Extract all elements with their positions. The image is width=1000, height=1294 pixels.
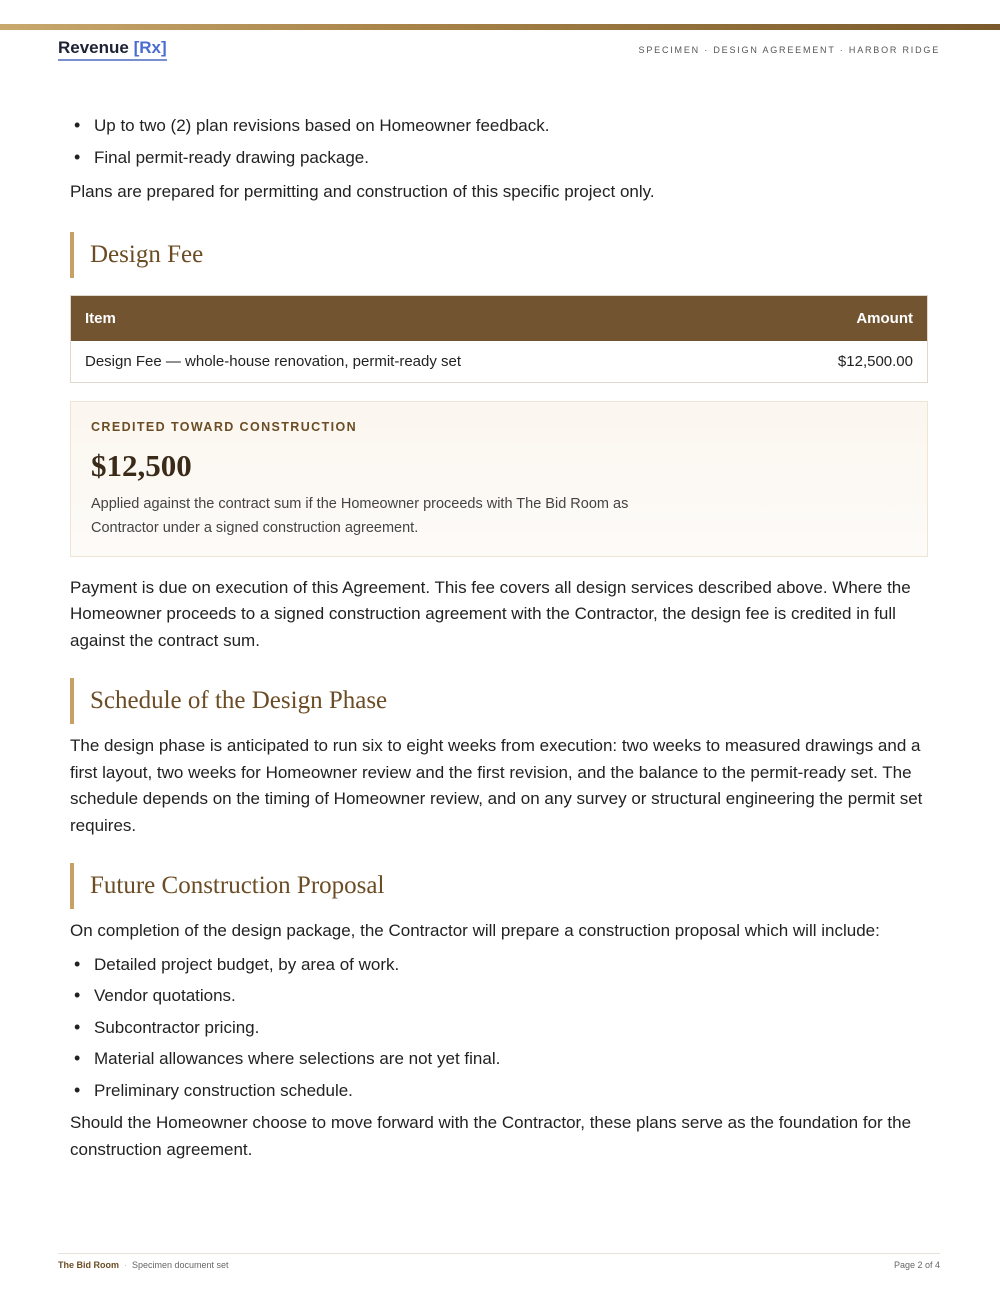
footer-brand: The Bid Room <box>58 1260 119 1270</box>
credit-callout-box <box>70 401 928 557</box>
schedule-paragraph: The design phase is anticipated to run six to eight weeks from execution: two weeks to measured drawings and a first layout, two weeks for Homeowner review and the first revision, and the balance to the permit-ready set. The schedule depends on the timing of Homeowner review, and on any survey or structural engineering the permit set requires. <box>70 736 923 835</box>
list-item: • Detailed project budget, by area of work. <box>70 949 930 981</box>
list-item: • Vendor quotations. <box>70 980 930 1012</box>
proposal-intro-paragraph: On completion of the design package, the Contractor will prepare a construction proposal which will include: <box>70 921 880 940</box>
proposal-bullet-list <box>70 949 930 1107</box>
footer-subtitle: Specimen document set <box>132 1260 229 1270</box>
top-accent-bar <box>0 24 1000 30</box>
credit-amount: $12,500 <box>91 447 192 483</box>
document-body <box>70 110 930 1163</box>
fee-amount-cell: $12,500.00 <box>753 341 928 383</box>
revenue-rx-logo <box>58 38 167 61</box>
design-fee-table <box>70 295 928 383</box>
logo-bracket: [Rx] <box>133 38 167 57</box>
column-header-amount: Amount <box>753 295 928 341</box>
section-heading-proposal: Future Construction Proposal <box>70 863 930 909</box>
list-item: • Material allowances where selections are not yet final. <box>70 1043 930 1075</box>
page-header <box>58 38 940 62</box>
section-heading-schedule: Schedule of the Design Phase <box>70 678 930 724</box>
fee-item-cell: Design Fee — whole-house renovation, permit-ready set <box>71 341 753 383</box>
list-item: • Up to two (2) plan revisions based on Homeowner feedback. <box>70 110 930 142</box>
payment-paragraph: Payment is due on execution of this Agreement. This fee covers all design services described above. Where the Homeowner proceeds to a signed construction agreement with the Contractor, the design fee is credited in full against the contract sum. <box>70 577 911 650</box>
intro-bullet-list <box>70 110 930 173</box>
page-number: Page 2 of 4 <box>893 1260 940 1270</box>
logo-text: Revenue <box>58 38 134 57</box>
footer-separator: · <box>124 1260 127 1270</box>
list-item: • Final permit-ready drawing package. <box>70 142 930 174</box>
credit-label: CREDITED TOWARD CONSTRUCTION <box>91 419 358 434</box>
list-item: • Subcontractor pricing. <box>70 1012 930 1044</box>
column-header-item: Item <box>71 295 753 341</box>
section-heading-design-fee: Design Fee <box>70 232 930 278</box>
intro-closing-paragraph: Plans are prepared for permitting and construction of this specific project only. <box>70 182 655 201</box>
list-item: • Preliminary construction schedule. <box>70 1075 930 1107</box>
header-tagline: SPECIMEN · DESIGN AGREEMENT · HARBOR RIDGE <box>638 45 940 55</box>
table-header-row <box>71 295 928 341</box>
footer-left <box>58 1260 229 1270</box>
credit-note: Applied against the contract sum if the Homeowner proceeds with The Bid Room as Contractor under a signed construction agreement. <box>91 495 629 536</box>
proposal-closing-paragraph: Should the Homeowner choose to move forward with the Contractor, these plans serve as the foundation for the construction agreement. <box>70 1113 912 1159</box>
table-row <box>71 341 928 383</box>
page-footer <box>58 1253 940 1284</box>
